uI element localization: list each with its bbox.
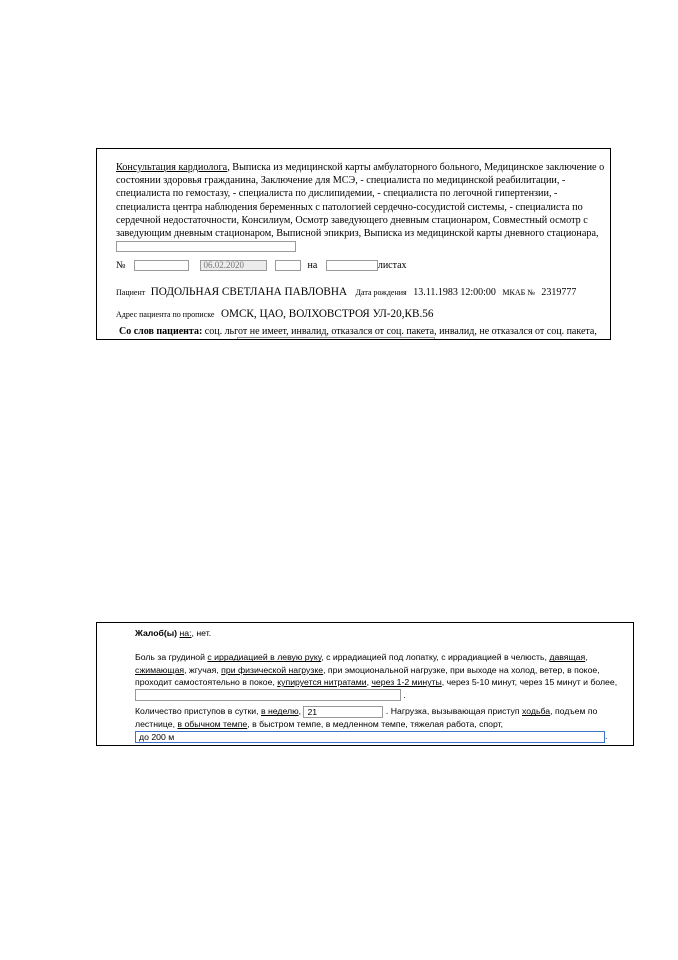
distance-input[interactable]: до 200 м xyxy=(135,731,605,743)
attacks-input[interactable]: 21 xyxy=(303,706,383,718)
complaints-title: Жалоб(ы) xyxy=(135,628,178,638)
document-type-input[interactable] xyxy=(116,241,296,252)
pace-options[interactable]: , в быстром темпе, в медленном темпе, тяжелая работа, спорт, xyxy=(247,719,504,730)
complaints-title-row xyxy=(135,627,630,639)
option-radiation-left-arm[interactable]: с иррадиацией в левую руку xyxy=(207,652,322,663)
patient-name: ПОДОЛЬНАЯ СВЕТЛАНА ПАВЛОВНА xyxy=(150,286,348,298)
pain-options-3[interactable]: , жгучая, xyxy=(184,664,219,675)
patient-words-text[interactable]: соц. льгот не имеет, инвалид, отказался от соц. пакета, инвалид, не отказался от соц. пакета, xyxy=(204,326,597,337)
complaints-panel xyxy=(96,622,634,746)
option-stairs[interactable]: подъем по лестнице, xyxy=(135,706,598,730)
option-normal-pace[interactable]: в обычном темпе xyxy=(177,719,248,730)
birth-value: 13.11.1983 12:00:00 xyxy=(413,287,496,298)
complaints-content xyxy=(135,627,630,743)
number-date-row xyxy=(116,260,407,271)
patient-row xyxy=(116,286,576,298)
attacks-label: Количество приступов в сутки, xyxy=(135,706,259,717)
on-label: на xyxy=(307,260,318,271)
number-input[interactable] xyxy=(134,260,189,271)
mkab-value: 2319777 xyxy=(541,287,577,298)
document-types-text: , Выписка из медицинской карты амбулаторного больного, Медицинское заключение о состоянии здоровья гражданина, Заключение для МСЭ, - специалиста по медицинской реабилитации, - специалиста по гемостазу, - специалиста по дислипидемии, - специалиста по легочной гипертензии, - специалиста центра наблюдения беременных с патологией сердечно-сосудистой системы, - специалиста по сердечной недостаточности, Консилиум, Осмотр заведующего дневным стационаром, Совместный осмотр с заведующим дневным стационаром, Выписной эпикриз, Выписка из медицинской карты дневного стационара, xyxy=(116,162,605,240)
patient-words-label: Со слов пациента: xyxy=(119,326,203,337)
complaints-rest: , нет. xyxy=(191,628,212,638)
mkab-label: МКАБ № xyxy=(502,288,535,297)
option-squeezing[interactable]: сжимающая xyxy=(135,664,185,675)
patient-words-input[interactable] xyxy=(237,337,435,340)
pain-options-4[interactable]: , при эмоциональной нагрузке, при выходе на холод, ветер, в покое, проходит самостоятельно в покое, xyxy=(135,664,600,688)
option-per-week[interactable]: в неделю xyxy=(260,706,299,717)
sheets-input[interactable] xyxy=(326,260,378,271)
address-value: ОМСК, ЦАО, ВОЛХОВСТРОЯ УЛ-20,КВ.56 xyxy=(220,308,434,320)
date-input[interactable]: 06.02.2020 xyxy=(200,260,267,271)
document-type-link-cardiologist[interactable]: Консультация кардиолога xyxy=(116,162,228,173)
pain-options-2[interactable]: , с иррадиацией под лопатку, с иррадиацией в челюсть, xyxy=(321,652,547,663)
patient-label: Пациент xyxy=(116,288,146,297)
pain-intro: Боль за грудиной xyxy=(135,652,205,663)
sheets-label: листах xyxy=(377,260,407,271)
extra-input[interactable] xyxy=(275,260,301,271)
address-label: Адрес пациента по прописке xyxy=(116,310,215,319)
attacks-paragraph: Количество приступов в сутки, в неделю, 21 . Нагрузка, вызывающая приступ ходьба, подъем по лестнице, в обычном темпе, в быстром темпе, в медленном темпе, тяжелая работа, спорт, до 200 м . xyxy=(135,706,608,743)
option-pressing[interactable]: давящая xyxy=(549,652,586,663)
address-row xyxy=(116,308,433,320)
option-nitrates[interactable]: купируется нитратами xyxy=(277,677,367,688)
patient-words-row xyxy=(119,326,597,337)
pain-duration-input[interactable] xyxy=(135,689,401,701)
pain-options-5[interactable]: , через 5-10 минут, через 15 минут и более, xyxy=(441,677,618,688)
load-text: . Нагрузка, вызывающая приступ xyxy=(385,706,520,717)
option-walking[interactable]: ходьба xyxy=(522,706,551,717)
option-one-two-min[interactable]: через 1-2 минуты xyxy=(371,677,442,688)
option-on-exertion[interactable]: при физической нагрузке xyxy=(221,664,324,675)
document-type-list xyxy=(116,161,606,253)
chest-pain-paragraph: Боль за грудиной с иррадиацией в левую руку, с иррадиацией под лопатку, с иррадиацией в челюсть, давящая, сжимающая, жгучая, при физической нагрузке, при эмоциональной нагрузке, при выходе на холод, ветер, в покое, проходит самостоятельно в покое, купируется нитратами, через 1-2 минуты, через 5-10 минут, через 15 минут и более, . xyxy=(135,652,618,700)
consultation-header-panel xyxy=(96,148,611,340)
number-label: № xyxy=(116,260,126,271)
birth-label: Дата рождения xyxy=(355,288,407,297)
complaints-na-link[interactable]: на: xyxy=(179,628,192,638)
